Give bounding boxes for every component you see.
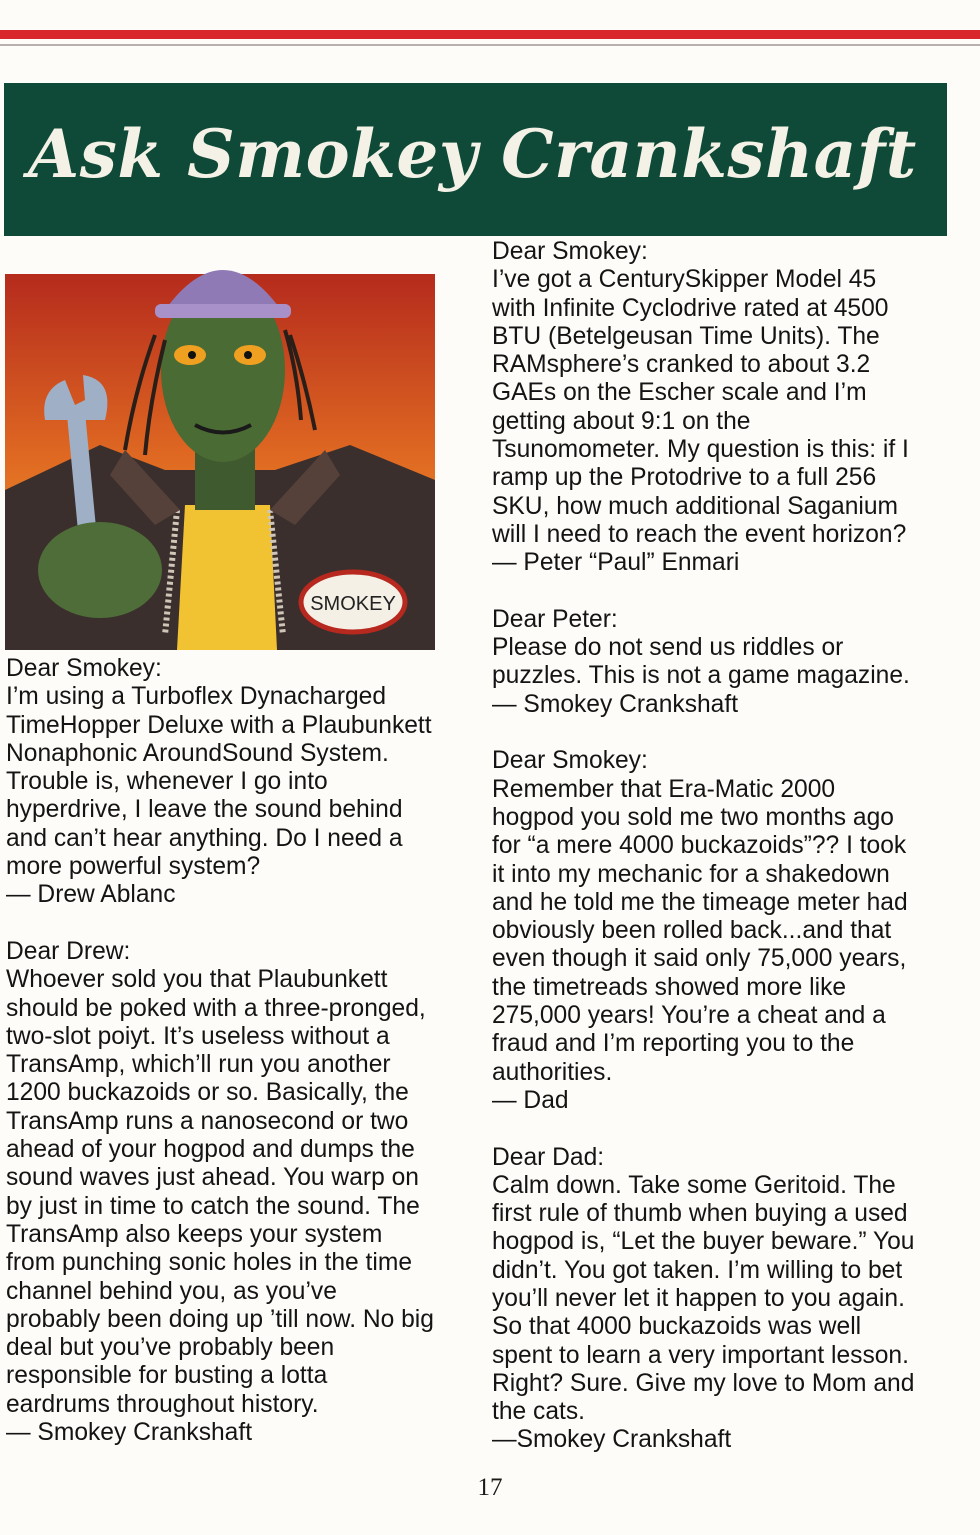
letter-line: first rule of thumb when buying a used: [492, 1200, 908, 1228]
letter-line: eardrums throughout history.: [6, 1390, 319, 1418]
letter-block: [492, 238, 972, 578]
letter-line: 275,000 years! You’re a cheat and a: [492, 1002, 886, 1030]
letter-line: I’m using a Turboflex Dynacharged: [6, 683, 387, 711]
letter-block: [492, 747, 972, 1115]
letter-line: Remember that Era-Matic 2000: [492, 775, 836, 803]
letter-line: with Infinite Cyclodrive rated at 4500: [492, 294, 889, 322]
letter-line: — Smokey Crankshaft: [6, 1419, 253, 1447]
letter-block: [492, 1144, 972, 1455]
letter-line: the timetreads showed more like: [492, 973, 847, 1001]
letter-line: puzzles. This is not a game magazine.: [492, 662, 910, 690]
letter-line: RAMsphere’s cranked to about 3.2: [492, 351, 871, 379]
letter-line: Trouble is, whenever I go into: [6, 768, 328, 796]
letter-line: ahead of your hogpod and dumps the: [6, 1136, 415, 1164]
letter-line: TransAmp also keeps your system: [6, 1220, 383, 1248]
letter-line: Tsunomometer. My question is this: if I: [492, 436, 909, 464]
letter-block: [6, 938, 466, 1447]
letter-line: — Dad: [492, 1086, 569, 1114]
letter-line: SKU, how much additional Saganium: [492, 492, 899, 520]
letter-line: So that 4000 buckazoids was well: [492, 1313, 862, 1341]
letter-line: deal but you’ve probably been: [6, 1334, 335, 1362]
page-title: Ask Smokey Crankshaft: [28, 115, 917, 193]
letter-line: you’ll never let it happen to you again.: [492, 1284, 905, 1312]
left-column: [6, 655, 466, 1476]
letter-line: GAEs on the Escher scale and I’m: [492, 379, 867, 407]
letter-line: Dear Smokey:: [492, 747, 648, 775]
letter-line: — Smokey Crankshaft: [492, 690, 739, 718]
letter-line: and can’t hear anything. Do I need a: [6, 824, 403, 852]
letter-line: the cats.: [492, 1398, 585, 1426]
letter-line: getting about 9:1 on the: [492, 407, 751, 435]
letter-line: Dear Smokey:: [6, 655, 162, 682]
top-thin-rule: [0, 44, 980, 46]
page-number: 17: [477, 1474, 503, 1501]
letter-block: [492, 606, 972, 719]
letter-line: channel behind you, as you’ve: [6, 1277, 337, 1305]
letter-line: spent to learn a very important lesson.: [492, 1341, 909, 1369]
letter-line: I’ve got a CenturySkipper Model 45: [492, 266, 877, 294]
letter-line: hogpod is, “Let the buyer beware.” You: [492, 1228, 915, 1256]
letter-line: hyperdrive, I leave the sound behind: [6, 796, 403, 824]
letter-line: it into my mechanic for a shakedown: [492, 860, 890, 888]
letter-line: from punching sonic holes in the time: [6, 1249, 413, 1277]
letter-line: authorities.: [492, 1058, 613, 1086]
letter-line: —Smokey Crankshaft: [492, 1426, 732, 1454]
title-banner: [4, 83, 947, 236]
letter-line: BTU (Betelgeusan Time Units). The: [492, 322, 880, 350]
letter-block: [6, 655, 466, 910]
letter-line: 1200 buckazoids or so. Basically, the: [6, 1079, 409, 1107]
right-column: [492, 238, 972, 1483]
letter-line: obviously been rolled back...and that: [492, 917, 892, 945]
letter-line: Whoever sold you that Plaubunkett: [6, 966, 388, 994]
letter-line: two-slot poiyt. It’s useless without a: [6, 1022, 390, 1050]
letter-line: probably been doing up ’till now. No big: [6, 1305, 434, 1333]
smokey-illustration: [5, 240, 435, 650]
letter-line: should be poked with a three-pronged,: [6, 994, 426, 1022]
letter-line: TransAmp runs a nanosecond or two: [6, 1107, 409, 1135]
letter-line: Nonaphonic AroundSound System.: [6, 739, 389, 767]
letter-line: and he told me the timeage meter had: [492, 888, 908, 916]
letter-line: will I need to reach the event horizon?: [492, 520, 907, 548]
letter-line: ramp up the Protodrive to a full 256: [492, 464, 877, 492]
letter-line: Right? Sure. Give my love to Mom and: [492, 1369, 915, 1397]
letter-line: Dear Dad:: [492, 1143, 605, 1171]
letter-line: Dear Smokey:: [492, 238, 648, 265]
letter-line: sound waves just ahead. You warp on: [6, 1164, 419, 1192]
letter-line: for “a mere 4000 buckazoids”?? I took: [492, 832, 907, 860]
letter-line: responsible for busting a lotta: [6, 1362, 328, 1390]
letter-line: more powerful system?: [6, 853, 261, 881]
letter-line: Please do not send us riddles or: [492, 634, 844, 662]
letter-line: Calm down. Take some Geritoid. The: [492, 1171, 896, 1199]
letter-line: Dear Drew:: [6, 937, 131, 965]
letter-line: fraud and I’m reporting you to the: [492, 1030, 855, 1058]
top-red-rule: [0, 30, 980, 39]
letter-line: hogpod you sold me two months ago: [492, 803, 894, 831]
letter-line: Dear Peter:: [492, 605, 618, 633]
letter-line: — Peter “Paul” Enmari: [492, 549, 740, 577]
letter-line: — Drew Ablanc: [6, 881, 176, 909]
letter-line: TransAmp, which’ll run you another: [6, 1051, 391, 1079]
name-badge-text: SMOKEY: [310, 593, 396, 615]
letter-line: by just in time to catch the sound. The: [6, 1192, 420, 1220]
letter-line: TimeHopper Deluxe with a Plaubunkett: [6, 711, 432, 739]
letter-line: even though it said only 75,000 years,: [492, 945, 907, 973]
letter-line: didn’t. You got taken. I’m willing to bet: [492, 1256, 903, 1284]
